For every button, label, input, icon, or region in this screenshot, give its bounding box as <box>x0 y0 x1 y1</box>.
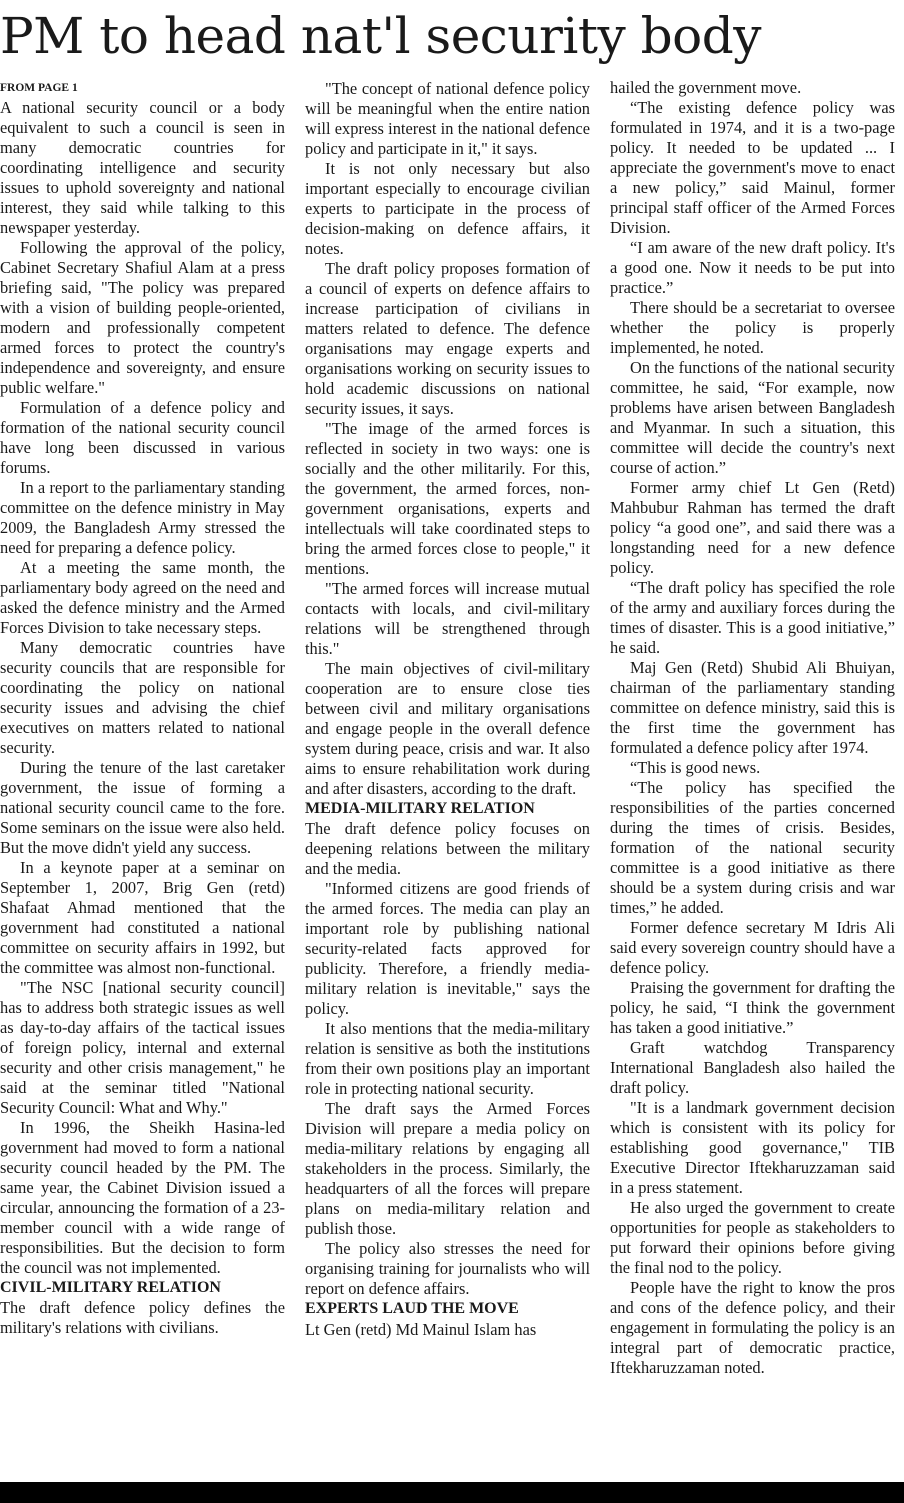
article-paragraph: "The NSC [national security council] has to address both strategic issues as well as day-to-day affairs of the tactical issues of foreign policy, internal and external security and other crisis management," he said at the seminar titled "National Security Council: What and Why." <box>0 978 285 1117</box>
article-paragraph: In a keynote paper at a seminar on September 1, 2007, Brig Gen (retd) Shafaat Ahmad mentioned that the government had constituted a national committee on security affairs in 1992, but the committee was almost non-functional. <box>0 858 285 977</box>
article-paragraph: The draft defence policy defines the military's relations with civilians. <box>0 1298 285 1338</box>
article-paragraph: On the functions of the national security committee, he said, “For example, now problems have arisen between Bangladesh and Myanmar. In such a situation, this committee will decide the country's next course of action.” <box>610 358 895 477</box>
article-paragraph: It also mentions that the media-military relation is sensitive as both the institutions from their own positions play an important role in protecting national security. <box>305 1019 590 1099</box>
article-paragraph: The draft defence policy focuses on deepening relations between the military and the media. <box>305 819 590 879</box>
article-paragraph: Graft watchdog Transparency International Bangladesh also hailed the draft policy. <box>610 1038 895 1097</box>
section-subhead: EXPERTS LAUD THE MOVE <box>305 1300 519 1318</box>
article-paragraph: hailed the government move. <box>610 78 802 97</box>
article-paragraph: Lt Gen (retd) Md Mainul Islam has <box>305 1319 537 1339</box>
article-paragraph: The draft says the Armed Forces Division will prepare a media policy on media-military relations by engaging all stakeholders in the process. Similarly, the headquarters of all the forces will prepare plans on media-military relation and publish those. <box>305 1099 590 1239</box>
article-column-1 <box>0 78 285 1482</box>
article-paragraph: The main objectives of civil-military cooperation are to ensure close ties between civil and military organisations and engage people in the overall defence system during peace, crisis and war. It also aims to ensure rehabilitation work during and after disasters, according to the draft. <box>305 659 590 798</box>
headline: PM to head nat'l security body <box>0 7 762 65</box>
article-paragraph: “This is good news. <box>630 758 761 777</box>
article-column-3 <box>610 78 895 1482</box>
article-paragraph: “The draft policy has specified the role of the army and auxiliary forces during the times of disaster. This is a good initiative,” he said. <box>610 578 895 657</box>
article-paragraph: “I am aware of the new draft policy. It's a good one. Now it needs to be put into practice.” <box>610 238 895 297</box>
article-paragraph: The policy also stresses the need for organising training for journalists who will report on defence affairs. <box>305 1239 590 1299</box>
article-paragraph: Maj Gen (Retd) Shubid Ali Bhuiyan, chairman of the parliamentary standing committee on defence ministry, said this is the first time the government has formulated a defence policy after 1974. <box>610 658 895 757</box>
article-paragraph: During the tenure of the last caretaker government, the issue of forming a national security council came to the fore. Some seminars on the issue were also held. But the move didn't yield any success. <box>0 758 285 857</box>
article-paragraph: "The concept of national defence policy will be meaningful when the entire nation will express interest in the national defence policy and participate in it," it says. <box>305 79 590 158</box>
article-paragraph: In a report to the parliamentary standing committee on the defence ministry in May 2009, the Bangladesh Army stressed the need for preparing a defence policy. <box>0 478 285 557</box>
article-paragraph: In 1996, the Sheikh Hasina-led government had moved to form a national security council headed by the PM. The same year, the Cabinet Division issued a circular, announcing the formation of a 23-member council with a wide range of responsibilities. But the decision to form the council was not implemented. <box>0 1118 285 1277</box>
article-paragraph: Following the approval of the policy, Cabinet Secretary Shafiul Alam at a press briefing said, "The policy was prepared with a vision of building people-oriented, modern and professionally competent armed forces to protect the country's independence and sovereignty, and ensure public welfare." <box>0 238 285 397</box>
article-paragraph: Former army chief Lt Gen (Retd) Mahbubur Rahman has termed the draft policy “a good one”, and said there was a longstanding need for a new defence policy. <box>610 478 895 577</box>
article-paragraph: The draft policy proposes formation of a council of experts on defence affairs to increase participation of civilians in matters related to defence. The defence organisations may engage experts and organisations working on security issues to hold academic discussions on national security issues, it says. <box>305 259 590 418</box>
article-paragraph: It is not only necessary but also important especially to encourage civilian experts to participate in the process of decision-making on defence affairs, it notes. <box>305 159 590 258</box>
article-column-2 <box>305 79 590 1482</box>
article-paragraph: People have the right to know the pros and cons of the defence policy, and their engagement in formulating the policy is an integral part of democratic practice, Iftekharuzzaman noted. <box>610 1278 895 1377</box>
article-paragraph: A national security council or a body equivalent to such a council is seen in many democratic countries for coordinating intelligence and security issues to uphold sovereignty and national interest, they said while talking to this newspaper yesterday. <box>0 98 285 237</box>
article-paragraph: “The existing defence policy was formulated in 1974, and it is a two-page policy. It needed to be updated ... I appreciate the government's move to enact a new policy,” said Mainul, former principal staff officer of the Armed Forces Division. <box>610 98 895 237</box>
article-paragraph: At a meeting the same month, the parliamentary body agreed on the need and asked the defence ministry and the Armed Forces Division to take necessary steps. <box>0 558 285 637</box>
article-paragraph: "Informed citizens are good friends of the armed forces. The media can play an important role by publishing national security-related facts approved for publicity. Therefore, a friendly media-military relation is inevitable," says the policy. <box>305 879 590 1019</box>
kicker-from-page-1: FROM PAGE 1 <box>0 82 78 94</box>
article-paragraph: “The policy has specified the responsibilities of the parties concerned during the times of crisis. Besides, formation of the national security committee is a good initiative as there should be a system during crisis and war times,” he added. <box>610 778 895 917</box>
article-paragraph: Formulation of a defence policy and formation of the national security council have long been discussed in various forums. <box>0 398 285 477</box>
section-subhead: CIVIL-MILITARY RELATION <box>0 1279 221 1296</box>
article-paragraph: Former defence secretary M Idris Ali said every sovereign country should have a defence policy. <box>610 918 895 977</box>
article-paragraph: Praising the government for drafting the policy, he said, “I think the government has taken a good initiative.” <box>610 978 895 1037</box>
bottom-scan-border <box>0 1482 904 1503</box>
article-paragraph: He also urged the government to create opportunities for people as stakeholders to put forward their opinions before giving the final nod to the policy. <box>610 1198 895 1277</box>
article-paragraph: Many democratic countries have security councils that are responsible for coordinating the policy on national security issues and advising the chief executives on matters related to national security. <box>0 638 285 757</box>
article-paragraph: There should be a secretariat to oversee whether the policy is properly implemented, he noted. <box>610 298 895 357</box>
section-subhead: MEDIA-MILITARY RELATION <box>305 800 535 817</box>
article-paragraph: "The armed forces will increase mutual contacts with locals, and civil-military relations will be strengthened through this." <box>305 579 590 658</box>
article-paragraph: "It is a landmark government decision which is consistent with its policy for establishing good governance," TIB Executive Director Iftekharuzzaman said in a press statement. <box>610 1098 895 1197</box>
article-paragraph: "The image of the armed forces is reflected in society in two ways: one is socially and the other militarily. For this, the government, the armed forces, non-government organisations, experts and intellectuals will take coordinated steps to bring the armed forces close to people," it mentions. <box>305 419 590 578</box>
